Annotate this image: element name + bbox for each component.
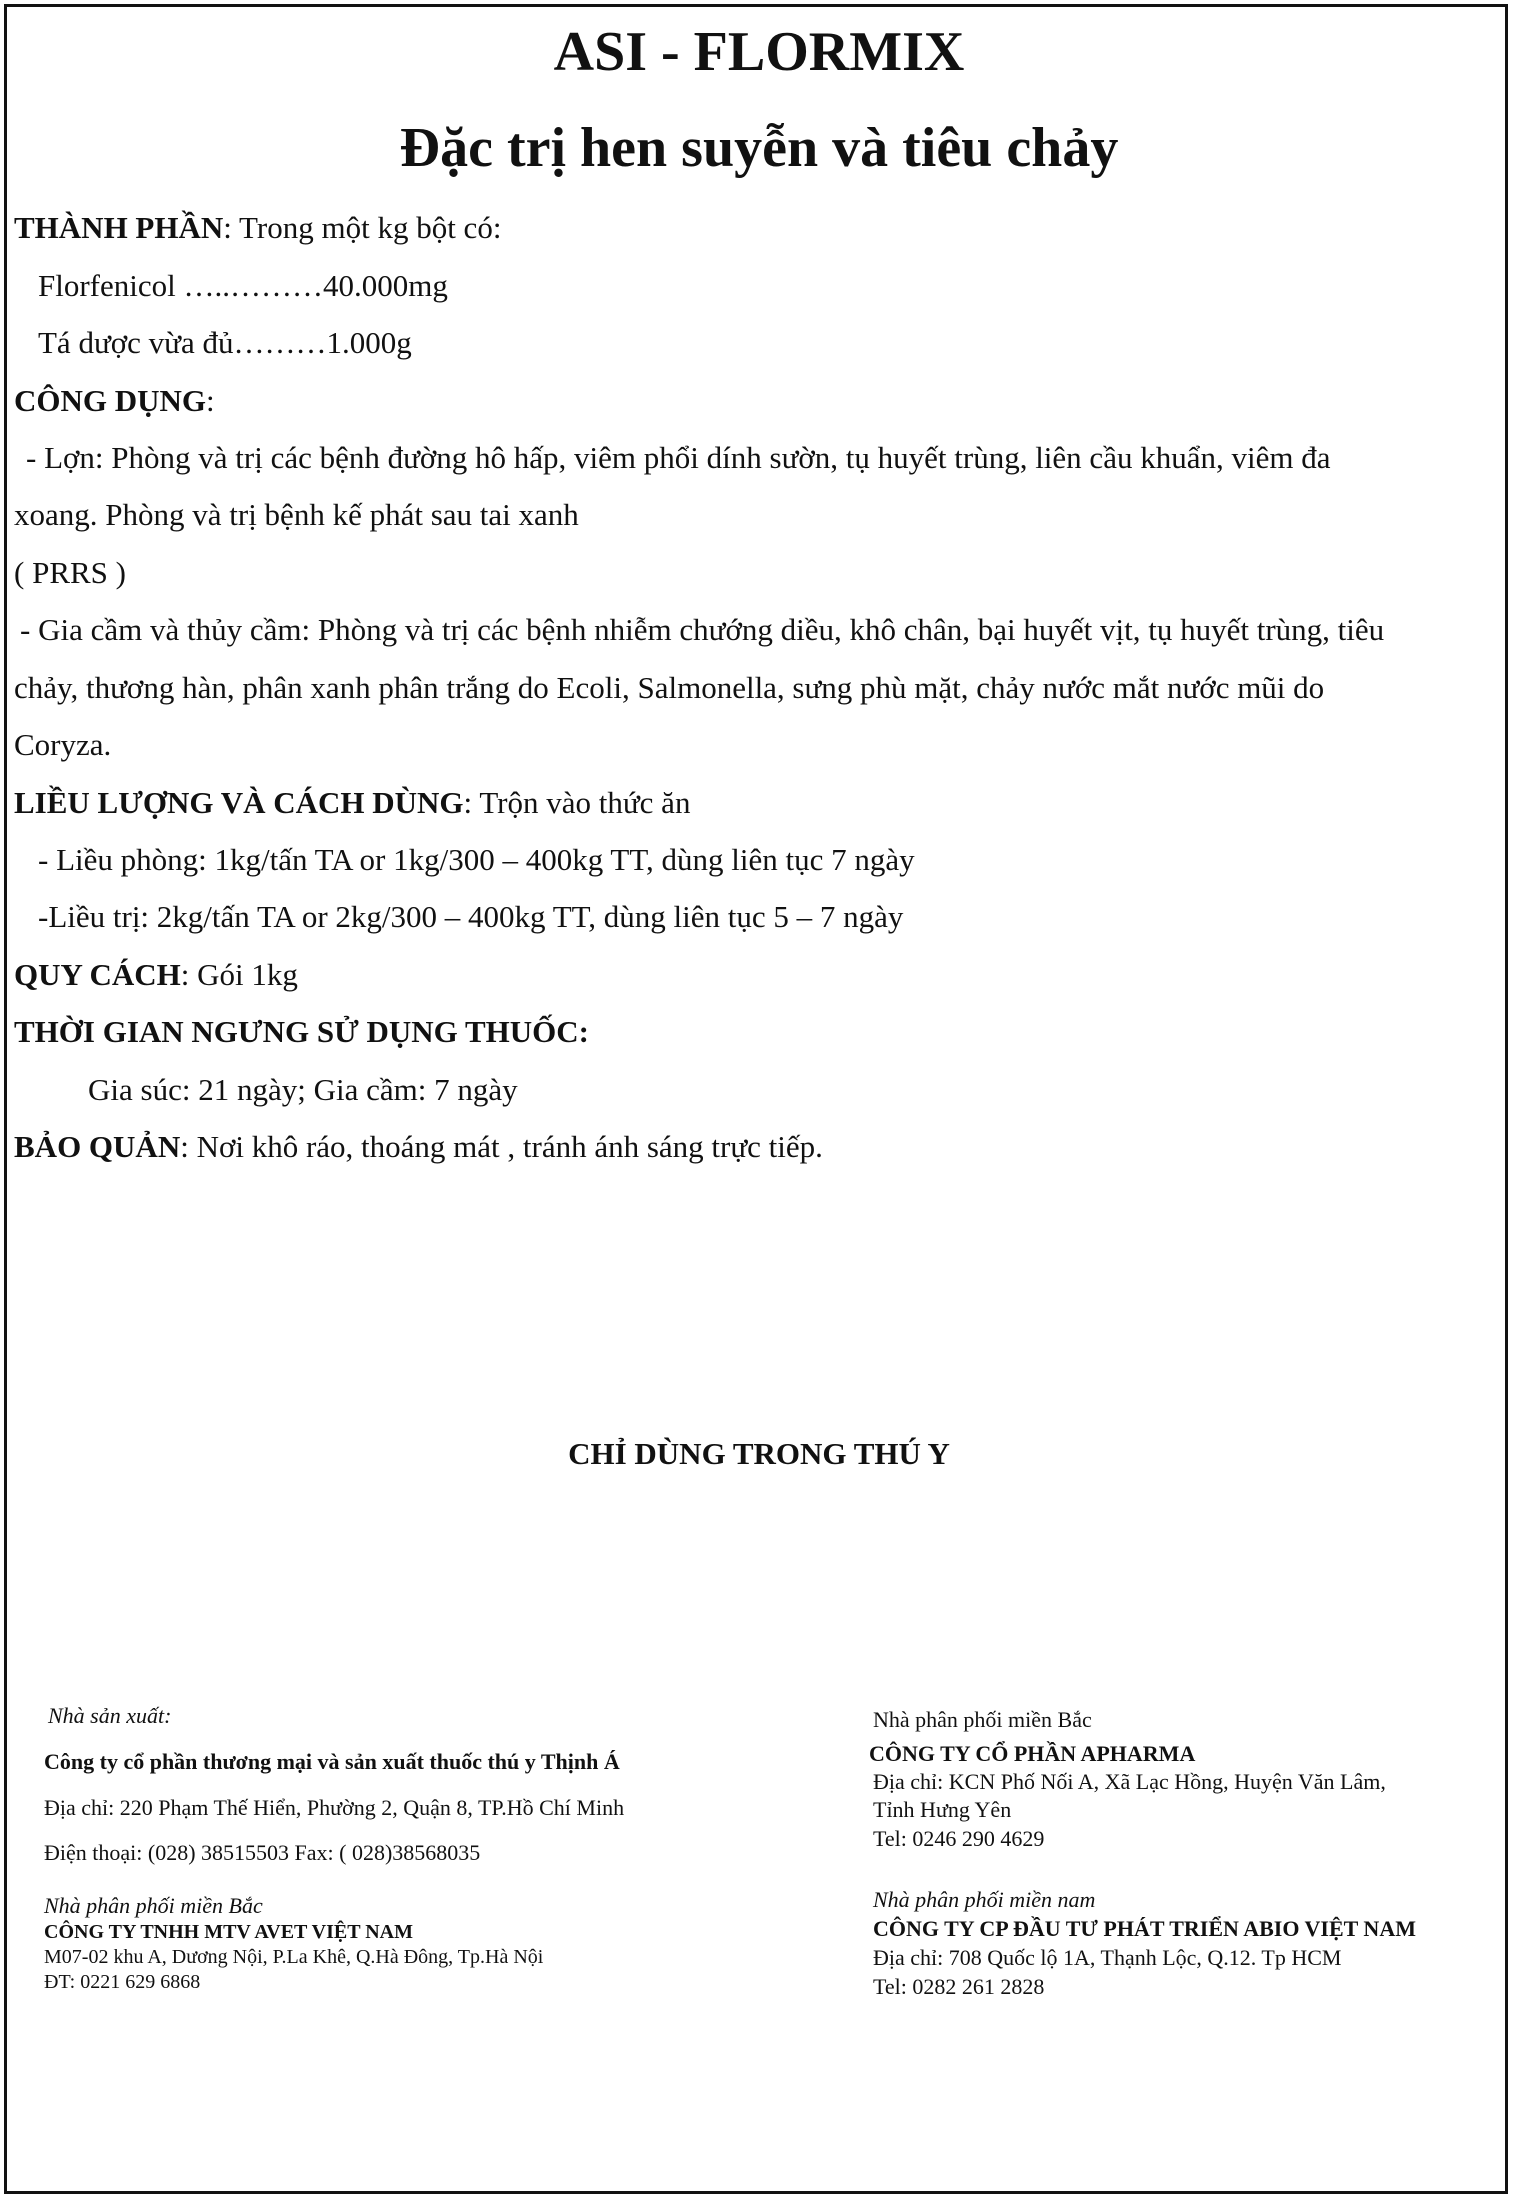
manufacturer-address: Địa chỉ: 220 Phạm Thế Hiển, Phường 2, Quận 8, TP.Hồ Chí Minh <box>44 1795 625 1820</box>
manufacturer-phone: Điện thoại: (028) 38515503 Fax: ( 028)38568035 <box>44 1840 481 1865</box>
distributor-south-phone: Tel: 0282 261 2828 <box>873 1974 1045 1999</box>
packing-value: : Gói 1kg <box>180 957 298 992</box>
distributor-north-left-address: M07-02 khu A, Dương Nội, P.La Khê, Q.Hà Đông, Tp.Hà Nội <box>44 1946 544 1968</box>
distributor-north-right-name: CÔNG TY CỔ PHẦN APHARMA <box>869 1741 1196 1766</box>
storage-heading: BẢO QUẢN <box>14 1129 181 1164</box>
product-title: ASI - FLORMIX <box>553 21 965 83</box>
veterinary-only-notice: CHỈ DÙNG TRONG THÚ Y <box>568 1436 950 1471</box>
usage-poultry-line-1: - Gia cầm và thủy cầm: Phòng và trị các bệnh nhiễm chướng diều, khô chân, bại huyết vịt, tụ huyết trùng, tiêu <box>20 612 1385 647</box>
usage-colon: : <box>206 383 215 418</box>
distributor-north-right-address-1: Địa chỉ: KCN Phố Nối A, Xã Lạc Hồng, Huyện Văn Lâm, <box>873 1769 1386 1794</box>
dosage-treat: -Liều trị: 2kg/tấn TA or 2kg/300 – 400kg TT, dùng liên tục 5 – 7 ngày <box>38 899 904 934</box>
packing-line <box>14 957 298 993</box>
distributor-north-left-phone: ĐT: 0221 629 6868 <box>44 1971 201 1993</box>
withdrawal-heading: THỜI GIAN NGƯNG SỬ DỤNG THUỐC: <box>14 1014 589 1049</box>
composition-item-1: Florfenicol …..………40.000mg <box>38 268 448 303</box>
usage-heading: CÔNG DỤNG <box>14 383 207 418</box>
storage-value: : Nơi khô ráo, thoáng mát , tránh ánh sáng trực tiếp. <box>180 1129 823 1164</box>
dosage-intro: : Trộn vào thức ăn <box>463 785 691 820</box>
usage-poultry-line-3: Coryza. <box>14 727 112 762</box>
composition-line <box>14 210 501 246</box>
withdrawal-value: Gia súc: 21 ngày; Gia cầm: 7 ngày <box>88 1072 518 1107</box>
usage-pig-line-1: - Lợn: Phòng và trị các bệnh đường hô hấp, viêm phổi dính sườn, tụ huyết trùng, liên cầu khuẩn, viêm đa <box>26 440 1331 475</box>
distributor-south-label: Nhà phân phối miền nam <box>873 1887 1096 1912</box>
distributor-north-left-label: Nhà phân phối miền Bắc <box>44 1893 263 1918</box>
distributor-south-address: Địa chỉ: 708 Quốc lộ 1A, Thạnh Lộc, Q.12. Tp HCM <box>873 1945 1342 1970</box>
distributor-north-right-label: Nhà phân phối miền Bắc <box>873 1707 1092 1732</box>
distributor-north-right-address-2: Tỉnh Hưng Yên <box>873 1797 1012 1822</box>
composition-heading: THÀNH PHẦN <box>14 210 224 245</box>
distributor-north-left-name: CÔNG TY TNHH MTV AVET VIỆT NAM <box>44 1921 413 1943</box>
manufacturer-name: Công ty cổ phần thương mại và sản xuất thuốc thú y Thịnh Á <box>44 1749 620 1774</box>
usage-pig-line-2: xoang. Phòng và trị bệnh kế phát sau tai xanh <box>14 497 579 532</box>
distributor-north-right-phone: Tel: 0246 290 4629 <box>873 1826 1045 1851</box>
usage-pig-line-3: ( PRRS ) <box>14 555 126 590</box>
storage-line <box>14 1129 823 1165</box>
composition-item-2: Tá dược vừa đủ………1.000g <box>38 325 412 360</box>
usage-line <box>14 383 215 419</box>
dosage-line <box>14 785 690 821</box>
distributor-south-name: CÔNG TY CP ĐẦU TƯ PHÁT TRIỂN ABIO VIỆT NAM <box>873 1916 1416 1941</box>
manufacturer-label: Nhà sản xuất: <box>48 1703 172 1728</box>
usage-poultry-line-2: chảy, thương hàn, phân xanh phân trắng do Ecoli, Salmonella, sưng phù mặt, chảy nước mắt nước mũi do <box>14 670 1325 705</box>
product-subtitle: Đặc trị hen suyễn và tiêu chảy <box>399 117 1119 179</box>
packing-heading: QUY CÁCH <box>14 957 181 992</box>
composition-intro: : Trong một kg bột có: <box>223 210 502 245</box>
dosage-heading: LIỀU LƯỢNG VÀ CÁCH DÙNG <box>14 785 464 820</box>
dosage-prevent: - Liều phòng: 1kg/tấn TA or 1kg/300 – 400kg TT, dùng liên tục 7 ngày <box>38 842 915 877</box>
